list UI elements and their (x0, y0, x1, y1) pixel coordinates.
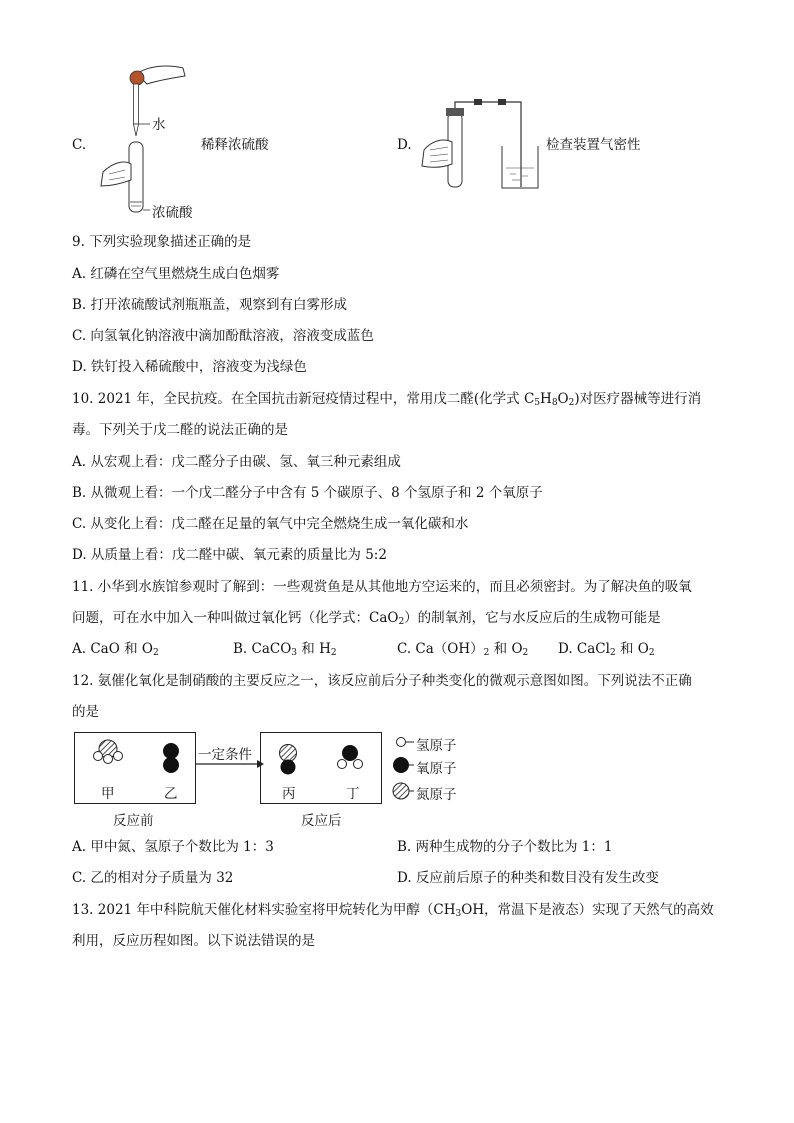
q12-option-a: A. 甲中氮、氢原子个数比为 1：3 (72, 839, 274, 855)
reaction-molecules (74, 732, 474, 804)
molecule-bing-label: 丙 (282, 786, 296, 802)
q9-option-c: C. 向氢氧化钠溶液中滴加酚酞溶液，溶液变成蓝色 (72, 328, 374, 344)
q10-stem-line2: 毒。下列关于戊二醛的说法正确的是 (72, 422, 288, 438)
q12-stem-line2: 的是 (72, 704, 99, 720)
q9-option-b: B. 打开浓硫酸试剂瓶瓶盖，观察到有白雾形成 (72, 297, 348, 313)
q9-option-a: A. 红磷在空气里燃烧生成白色烟雾 (72, 266, 280, 282)
q13-stem-line1: 13. 2021 年中科院航天催化材料实验室将甲烷转化为甲醇（$CH_3OH$，常温下是液态）实现了天然气的高效 (72, 902, 714, 919)
q11-stem-line1: 11. 小华到水族馆参观时了解到：一些观赏鱼是从其他地方空运来的，而且必须密封。为了解决鱼的吸氧 (72, 579, 692, 595)
q11-option-d: D. CaCl$_2$ 和 $O_2$ (558, 641, 655, 658)
q12-option-d: D. 反应前后原子的种类和数目没有发生改变 (397, 870, 659, 886)
q9-stem: 9. 下列实验现象描述正确的是 (72, 234, 252, 250)
legend-oxygen-label: 氧原子 (416, 761, 457, 777)
q11-option-b: B. CaCO$_3$ 和 $H_2$ (233, 641, 337, 658)
q10-option-d: D. 从质量上看：戊二醛中碳、氧元素的质量比为 5:2 (72, 547, 387, 563)
option-d-letter: D. (397, 137, 412, 153)
dilution-apparatus-figure (95, 62, 195, 222)
conc-acid-label: 浓硫酸 (152, 205, 193, 221)
q10-option-b: B. 从微观上看：一个戊二醛分子中含有 5 个碳原子、8 个氢原子和 2 个氧原子 (72, 485, 543, 501)
q11-option-a: A. CaO 和 $O_2$ (72, 641, 159, 658)
q12-option-b: B. 两种生成物的分子个数比为 1：1 (397, 839, 613, 855)
q10-stem-line1: 10. 2021 年，全民抗疫。在全国抗击新冠疫情过程中，常用戊二醛(化学式 $C_5H_8O_2$)对医疗器械等进行消 (72, 391, 702, 408)
q12-stem-line1: 12. 氨催化氧化是制硝酸的主要反应之一，该反应前后分子种类变化的微观示意图如图。下列说法不正确 (72, 673, 692, 689)
q10-option-a: A. 从宏观上看：戊二醛分子由碳、氢、氧三种元素组成 (72, 454, 401, 470)
water-label: 水 (152, 117, 166, 133)
airtightness-apparatus-figure (418, 92, 548, 192)
molecule-jia-label: 甲 (101, 786, 115, 802)
option-d-text: 检查装置气密性 (546, 137, 641, 153)
after-reaction-label: 反应后 (301, 813, 342, 829)
q12-option-c: C. 乙的相对分子质量为 32 (72, 870, 234, 886)
molecule-yi-label: 乙 (164, 786, 178, 802)
q9-option-d: D. 铁钉投入稀硫酸中，溶液变为浅绿色 (72, 359, 307, 375)
q10-option-c: C. 从变化上看：戊二醛在足量的氧气中完全燃烧生成一氧化碳和水 (72, 516, 469, 532)
before-reaction-label: 反应前 (113, 813, 154, 829)
q11-stem-line2: 问题，可在水中加入一种叫做过氧化钙（化学式：CaO$_2$）的制氧剂，它与水反应后的生成物可能是 (72, 610, 661, 627)
molecule-ding-label: 丁 (346, 786, 360, 802)
legend-nitrogen-label: 氮原子 (416, 787, 457, 803)
q11-option-c: C. $Ca(OH)_2$ 和 $O_2$ (397, 641, 529, 658)
option-c-letter: C. (72, 137, 87, 153)
option-c-text: 稀释浓硫酸 (201, 137, 269, 153)
legend-hydrogen-label: 氢原子 (416, 738, 457, 754)
q13-stem-line2: 利用，反应历程如图。以下说法错误的是 (72, 933, 315, 949)
reaction-condition-label: 一定条件 (198, 747, 252, 763)
